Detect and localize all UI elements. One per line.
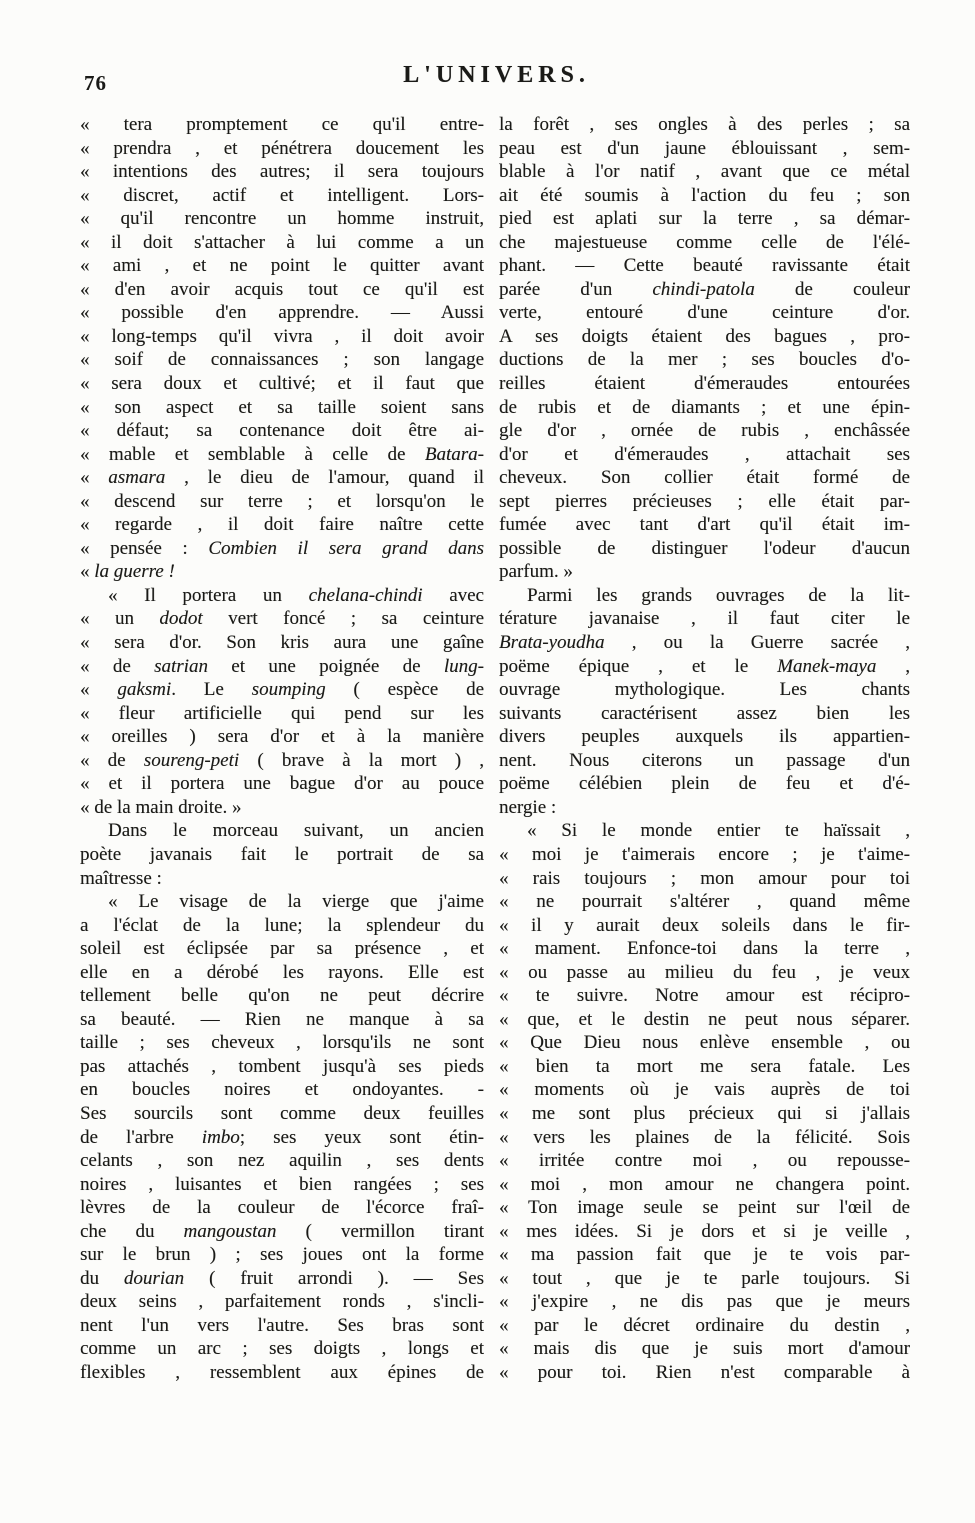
text-run: pied est aplati sur la terre , sa démar- — [499, 208, 910, 230]
text-run: térature javanaise , il faut citer le — [499, 608, 910, 630]
text-run: suivants caractérisent assez bien les — [499, 702, 910, 724]
text-run: ( espèce de — [325, 679, 484, 701]
text-run: « Il portera un — [108, 584, 309, 606]
text-run: sa beauté. — Rien ne manque à sa — [80, 1008, 484, 1030]
text-line — [80, 702, 484, 726]
text-line — [80, 231, 484, 255]
text-run: Ses sourcils sont comme deux feuilles — [80, 1102, 484, 1124]
text-run: « me sont plus précieux qui si j'allais — [499, 1102, 910, 1124]
text-line — [80, 207, 484, 231]
text-run: « intentions des autres; il sera toujours — [80, 161, 484, 183]
text-line — [80, 819, 484, 843]
text-line — [80, 1314, 484, 1338]
text-line — [499, 301, 910, 325]
text-run: « te suivre. Notre amour est récipro- — [499, 985, 910, 1007]
text-line — [499, 513, 910, 537]
text-line — [80, 655, 484, 679]
text-run: « prendra , et pénétrera doucement les — [80, 137, 484, 159]
text-line — [80, 961, 484, 985]
text-line — [80, 1102, 484, 1126]
text-run: poëme épique , et le — [499, 655, 778, 677]
text-line — [499, 560, 910, 584]
text-run: de couleur — [754, 278, 910, 300]
text-line — [499, 702, 910, 726]
text-line — [80, 184, 484, 208]
text-run: lèvres de la couleur de l'écorce fraî- — [80, 1197, 484, 1219]
text-line — [80, 796, 484, 820]
text-run: verte, entouré d'une ceinture d'or. — [499, 302, 910, 324]
text-run: comme un arc ; ses doigts , longs et — [80, 1338, 484, 1360]
text-line — [80, 914, 484, 938]
text-line — [499, 1290, 910, 1314]
italic-term: Brata-youdha — [499, 632, 605, 654]
text-run: blable à l'or natif , avant que ce métal — [499, 161, 910, 183]
italic-term: Manek-maya — [777, 655, 877, 677]
text-line — [499, 278, 910, 302]
text-run: avec — [422, 584, 484, 606]
text-line — [80, 984, 484, 1008]
text-run: phant. — Cette beauté ravissante était — [499, 255, 910, 277]
text-line — [499, 466, 910, 490]
text-run: noires , luisantes et bien rangées ; ses — [80, 1173, 484, 1195]
text-run: en boucles noires et ondoyantes. - — [80, 1079, 484, 1101]
text-line — [80, 749, 484, 773]
text-line — [80, 1196, 484, 1220]
text-line — [80, 419, 484, 443]
text-run: « Ton image seule se peint sur l'œil de — [499, 1197, 910, 1219]
text-line — [80, 160, 484, 184]
italic-term: chelana-chindi — [308, 584, 423, 606]
text-run: « tout , que je te parle toujours. Si — [499, 1267, 910, 1289]
text-line — [80, 137, 484, 161]
text-run: « moi , mon amour ne changera point. — [499, 1173, 910, 1195]
text-run: « ou passe au milieu du feu , je veux — [499, 961, 910, 983]
text-line — [499, 843, 910, 867]
text-line — [499, 325, 910, 349]
text-run: divers peuples auxquels ils appartien- — [499, 726, 910, 748]
text-run: du — [80, 1267, 124, 1289]
text-line — [499, 1361, 910, 1385]
text-line — [80, 1290, 484, 1314]
text-run: « — [80, 467, 109, 489]
text-line — [80, 513, 484, 537]
text-columns — [80, 113, 910, 1385]
text-line — [499, 137, 910, 161]
italic-term: asmara — [108, 467, 166, 489]
text-run: « Si le monde entier te haïssait , — [527, 820, 910, 842]
text-run: « Que Dieu nous enlève ensemble , ou — [499, 1032, 910, 1054]
text-run: taille ; ses cheveux , lorsqu'ils ne sont — [80, 1032, 484, 1054]
text-line — [499, 1337, 910, 1361]
text-run: , le dieu de l'amour, quand il — [165, 467, 484, 489]
text-run: et une poignée de — [207, 655, 444, 677]
italic-term: Batara- — [424, 443, 484, 465]
italic-term: mangoustan — [183, 1220, 277, 1242]
text-run: parée d'un — [499, 278, 653, 300]
text-run: poëme célébien plein de feu et d'é- — [499, 773, 910, 795]
text-run: « il y aurait deux soleils dans le fir- — [499, 914, 910, 936]
text-line — [499, 937, 910, 961]
text-run: « il doit s'attacher à lui comme a un — [80, 231, 484, 253]
text-line — [499, 1314, 910, 1338]
italic-term: dodot — [159, 608, 203, 630]
text-line — [80, 584, 484, 608]
text-run: « soif de connaissances ; son langage — [80, 349, 484, 371]
left-column — [80, 113, 484, 1385]
text-line — [80, 372, 484, 396]
text-line — [80, 1078, 484, 1102]
text-line — [499, 678, 910, 702]
text-line — [499, 160, 910, 184]
text-run: « de — [80, 749, 144, 771]
text-line — [499, 184, 910, 208]
text-line — [499, 1031, 910, 1055]
text-line — [80, 537, 484, 561]
text-line — [499, 984, 910, 1008]
text-line — [80, 1220, 484, 1244]
text-run: « son aspect et sa taille soient sans — [80, 396, 484, 418]
text-line — [499, 490, 910, 514]
text-line — [499, 796, 910, 820]
text-line — [80, 890, 484, 914]
text-run: « discret, actif et intelligent. Lors- — [80, 184, 484, 206]
text-line — [80, 560, 484, 584]
text-run: « de — [80, 655, 155, 677]
text-run: « mes idées. Si je dors et si je veille , — [499, 1220, 910, 1242]
text-run: « Le visage de la vierge que j'aime — [108, 891, 484, 913]
text-run: « — [80, 679, 118, 701]
text-run: « oreilles ) sera d'or et à la manière — [80, 726, 484, 748]
text-line — [80, 254, 484, 278]
text-line — [80, 490, 484, 514]
text-run: , ou la Guerre sacrée , — [604, 632, 910, 654]
italic-term: soureng-peti — [143, 749, 240, 771]
text-run: maîtresse : — [80, 867, 162, 889]
text-run: « qu'il rencontre un homme instruit, — [80, 208, 484, 230]
text-line — [499, 631, 910, 655]
text-line — [80, 1243, 484, 1267]
text-run: « rais toujours ; mon amour pour toi — [499, 867, 910, 889]
text-line — [499, 819, 910, 843]
text-run: ( vermillon tirant — [276, 1220, 484, 1242]
text-run: Dans le morceau suivant, un ancien — [108, 820, 484, 842]
text-run: « — [80, 561, 95, 583]
text-line — [80, 1361, 484, 1385]
page-number: 76 — [84, 71, 107, 95]
text-line — [80, 678, 484, 702]
text-line — [499, 1267, 910, 1291]
text-line — [499, 749, 910, 773]
text-run: « mais dis que je suis mort d'amour — [499, 1338, 910, 1360]
text-run: nergie : — [499, 796, 557, 818]
text-line — [80, 466, 484, 490]
text-run: ( brave à la mort ) , — [239, 749, 484, 771]
text-line — [499, 254, 910, 278]
text-line — [80, 725, 484, 749]
text-line — [499, 1055, 910, 1079]
text-run: nent l'un vers l'autre. Ses bras sont — [80, 1314, 484, 1336]
text-line — [499, 207, 910, 231]
text-run: poète javanais fait le portrait de sa — [80, 843, 484, 865]
text-run: « bien ta mort me sera fatale. Les — [499, 1055, 910, 1077]
text-line — [80, 301, 484, 325]
text-line — [80, 1031, 484, 1055]
text-run: « sera d'or. Son kris aura une gaîne — [80, 632, 484, 654]
text-line — [80, 278, 484, 302]
text-line — [499, 1008, 910, 1032]
text-line — [80, 631, 484, 655]
text-run: ; ses yeux sont étin- — [239, 1126, 484, 1148]
text-run: che majestueuse comme celle de l'élé- — [499, 231, 910, 253]
text-run: reilles étaient d'émeraudes entourées — [499, 373, 910, 395]
text-line — [80, 1173, 484, 1197]
text-line — [499, 584, 910, 608]
text-run: « possible d'en apprendre. — Aussi — [80, 302, 484, 324]
italic-term: lung- — [443, 655, 484, 677]
text-run: a l'éclat de la lune; la splendeur du — [80, 914, 484, 936]
text-run: « ami , et ne point le quitter avant — [80, 255, 484, 277]
text-run: « sera doux et cultivé; et il faut que — [80, 373, 484, 395]
text-line — [80, 1055, 484, 1079]
text-line — [499, 113, 910, 137]
text-line — [80, 1337, 484, 1361]
italic-term: imbo — [201, 1126, 240, 1148]
text-run: A ses doigts étaient des bagues , pro- — [499, 325, 910, 347]
text-run: « que, et le destin ne peut nous séparer. — [499, 1008, 910, 1030]
right-column — [499, 113, 910, 1385]
text-run: « tera promptement ce qu'il entre- — [80, 114, 484, 135]
text-run: « irritée contre moi , ou repousse- — [499, 1150, 910, 1172]
text-run: « pensée : — [80, 537, 209, 559]
text-line — [80, 348, 484, 372]
text-line — [80, 443, 484, 467]
text-run: vert foncé ; sa ceinture — [202, 608, 484, 630]
text-line — [499, 1196, 910, 1220]
text-line — [499, 890, 910, 914]
text-line — [499, 725, 910, 749]
text-line — [499, 914, 910, 938]
italic-term: chindi-patola — [652, 278, 755, 300]
text-run: « long-temps qu'il vivra , il doit avoir — [80, 325, 484, 347]
text-line — [499, 1173, 910, 1197]
italic-term: gaksmi — [117, 679, 172, 701]
text-line — [499, 372, 910, 396]
text-line — [499, 231, 910, 255]
text-line — [80, 1126, 484, 1150]
text-run: pas attachés , tombent jusqu'à ses pieds — [80, 1055, 484, 1077]
text-run: gle d'or , ornée de rubis , enchâssée — [499, 420, 910, 442]
text-run: deux seins , parfaitement ronds , s'incli- — [80, 1291, 484, 1313]
text-line — [499, 537, 910, 561]
text-run: « vers les plaines de la félicité. Sois — [499, 1126, 910, 1148]
text-line — [499, 1126, 910, 1150]
text-run: parfum. » — [499, 561, 573, 583]
text-run: . Le — [171, 679, 252, 701]
text-line — [499, 443, 910, 467]
text-line — [80, 1267, 484, 1291]
text-line — [499, 655, 910, 679]
text-line — [80, 396, 484, 420]
text-run: « regarde , il doit faire naître cette — [80, 514, 484, 536]
text-line — [80, 867, 484, 891]
text-run: celants , son nez aquilin , ses dents — [80, 1150, 484, 1172]
text-line — [499, 1078, 910, 1102]
text-run: soleil est éclipsée par sa présence , et — [80, 938, 484, 960]
text-run: « défaut; sa contenance doit être ai- — [80, 420, 484, 442]
text-run: « d'en avoir acquis tout ce qu'il est — [80, 278, 484, 300]
text-run: « un — [80, 608, 160, 630]
italic-term: satrian — [154, 655, 208, 677]
text-line — [499, 1149, 910, 1173]
text-run: peau est d'un jaune éblouissant , sem- — [499, 137, 910, 159]
text-run: cheveux. Son collier était formé de — [499, 467, 910, 489]
text-line — [499, 1243, 910, 1267]
text-run: fumée avec tant d'art qu'il était im- — [499, 514, 910, 536]
text-run: Parmi les grands ouvrages de la lit- — [527, 584, 910, 606]
text-line — [80, 607, 484, 631]
text-run: che du — [80, 1220, 184, 1242]
text-line — [80, 937, 484, 961]
text-line — [499, 867, 910, 891]
text-run: sept pierres précieuses ; elle était par- — [499, 490, 910, 512]
text-run: « descend sur terre ; et lorsqu'on le — [80, 490, 484, 512]
text-run: ouvrage mythologique. Les chants — [499, 679, 910, 701]
text-run: ductions de la mer ; ses boucles d'o- — [499, 349, 910, 371]
text-line — [499, 396, 910, 420]
text-run: « moi je t'aimerais encore ; je t'aime- — [499, 843, 910, 865]
text-line — [80, 325, 484, 349]
italic-term: soumping — [251, 679, 326, 701]
running-title: L'UNIVERS. — [403, 62, 590, 88]
text-run: la forêt , ses ongles à des perles ; sa — [499, 114, 910, 135]
page-header — [80, 62, 913, 96]
text-line — [499, 348, 910, 372]
text-line — [80, 1149, 484, 1173]
text-run: « ne pourrait s'altérer , quand même — [499, 891, 910, 913]
text-run: « moments où je vais auprès de toi — [499, 1079, 910, 1101]
text-line — [80, 772, 484, 796]
text-run: d'or et d'émeraudes , attachait ses — [499, 443, 910, 465]
text-run: « fleur artificielle qui pend sur les — [80, 702, 484, 724]
text-line — [499, 1220, 910, 1244]
text-run: « mament. Enfonce-toi dans la terre , — [499, 938, 910, 960]
text-run: « de la main droite. » — [80, 796, 242, 818]
text-run: « ma passion fait que je te vois par- — [499, 1244, 910, 1266]
text-line — [499, 419, 910, 443]
text-line — [499, 961, 910, 985]
text-run: « pour toi. Rien n'est comparable à — [499, 1361, 910, 1383]
text-run: ( fruit arrondi ). — Ses — [184, 1267, 484, 1289]
text-line — [499, 607, 910, 631]
text-run: , — [876, 655, 910, 677]
text-run: « j'expire , ne dis pas que je meurs — [499, 1291, 910, 1313]
text-run: de rubis et de diamants ; et une épin- — [499, 396, 910, 418]
italic-term: Combien il sera grand dans — [208, 537, 484, 559]
text-run: flexibles , ressemblent aux épines de — [80, 1361, 484, 1383]
text-line — [499, 772, 910, 796]
text-run: ait été soumis à l'action du feu ; son — [499, 184, 910, 206]
text-run: tellement belle qu'on ne peut décrire — [80, 985, 484, 1007]
text-line — [80, 113, 484, 137]
text-line — [80, 1008, 484, 1032]
text-run: « et il portera une bague d'or au pouce — [80, 773, 484, 795]
text-run: « mable et semblable à celle de — [80, 443, 425, 465]
text-run: « par le décret ordinaire du destin , — [499, 1314, 910, 1336]
text-line — [499, 1102, 910, 1126]
text-run: nent. Nous citerons un passage d'un — [499, 749, 910, 771]
text-run: elle en a dérobé les rayons. Elle est — [80, 961, 484, 983]
italic-term: dourian — [123, 1267, 185, 1289]
text-run: possible de distinguer l'odeur d'aucun — [499, 537, 910, 559]
text-line — [80, 843, 484, 867]
italic-term: la guerre ! — [94, 561, 175, 583]
text-run: sur le brun ) ; ses joues ont la forme — [80, 1244, 484, 1266]
text-run: de l'arbre — [80, 1126, 202, 1148]
